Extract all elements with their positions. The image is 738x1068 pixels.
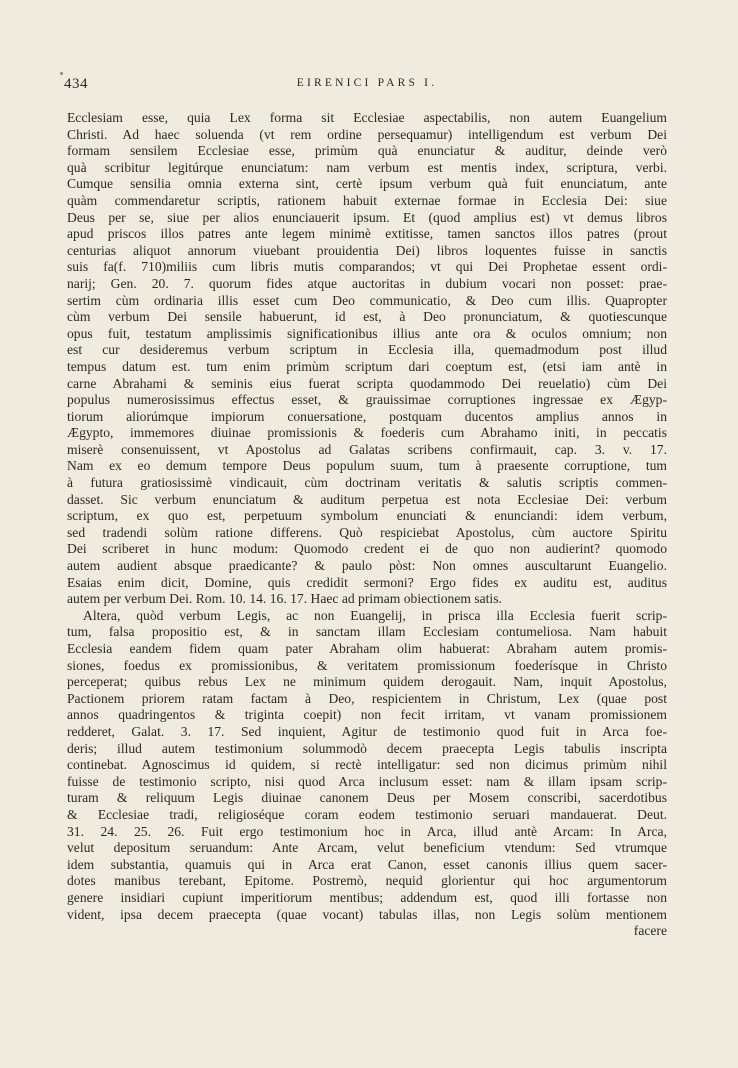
text-line: apud priscos illos patres ante legem minimè extitisse, tamen sanctos illos patres (prout <box>67 226 667 242</box>
text-line: populus numerosissimus effectus esset, & grauissimae corruptiones ingressae ex Ægyp- <box>67 392 667 408</box>
text-line: annos quadringentos & triginta coepit) non fecit irritam, vt vanam promissionem <box>67 707 667 723</box>
text-line: carne Abrahami & seminis eius fuerat scripta quodammodo Dei reuelatio) cùm Dei <box>67 375 667 391</box>
text-line: suis fa(f. 710)miliis cum libris mutis comparandos; vt qui Dei Prophetae essent ordi- <box>67 259 667 275</box>
page-number: 434 <box>64 76 88 92</box>
text-line: genere insidiari cupiunt imperitiorum mentibus; addendum est, quod illi fortasse non <box>67 889 667 905</box>
text-line: & Ecclesiae tradi, religioséque coram eodem testimonio seruari mandauerat. Deut. <box>67 806 667 822</box>
text-line: siones, foedus ex promissionibus, & veritatem promissionum foederísque in Christo <box>67 657 667 673</box>
text-line: fuisse de testimonio scripto, nisi quod Arca inclusum esset: nam & illam ipsam scrip- <box>67 773 667 789</box>
text-line: tiorum aliorúmque impiorum conuersatione, postquam ducentos amplius annos in <box>67 408 667 424</box>
running-title: EIRENICI PARS I. <box>296 77 438 89</box>
text-line: narij; Gen. 20. 7. quorum fides atque auctoritas in dubium vocari non posset: prae- <box>67 275 667 291</box>
text-line: est cur desideremus verbum scriptum in Ecclesia illa, quemadmodum post illud <box>67 342 667 358</box>
text-line: autem audient absque praedicante? & paulo pòst: Non omnes auscultarunt Euangelio. <box>67 558 667 574</box>
text-line: continebat. Agnoscimus id quidem, si rectè intelligatur: sed non dicimus primùm nihil <box>67 757 667 773</box>
text-line: turam & reliquum Legis diuinae canonem Deus per Mosem conscribi, sacerdotibus <box>67 790 667 806</box>
text-line: redderet, Galat. 3. 17. Sed inquient, Agitur de testimonio quod fuit in Arca foe- <box>67 723 667 739</box>
text-line: Pactionem priorem ratam factam à Deo, respicientem in Christum, Lex (quae post <box>67 690 667 706</box>
text-line: sertim cùm ordinaria illis esset cum Deo communicatio, & Deo cum illis. Quapropter <box>67 292 667 308</box>
text-line: quàm commendaretur scriptis, rationem habuit externae formae in Ecclesia Dei: siue <box>67 192 667 208</box>
text-line: 31. 24. 25. 26. Fuit ergo testimonium hoc in Arca, illud antè Arcam: In Arca, <box>67 823 667 839</box>
text-line: dotes manibus terebant, Epitome. Postremò, nequid glorientur qui hoc argumentorum <box>67 873 667 889</box>
text-line: Christi. Ad haec soluenda (vt rem ordine persequamur) intelligendum est verbum Dei <box>67 126 667 142</box>
text-line: Deus per se, siue per alios enunciauerit ipsum. Et (quod amplius est) vt demus libros <box>67 209 667 225</box>
text-line: opus fuit, testatum amplissimis significationibus illius ante ora & oculos omnium; non <box>67 325 667 341</box>
text-line: deris; illud autem testimonium solummodò decem praecepta Legis tabulis inscripta <box>67 740 667 756</box>
ink-speck <box>60 72 63 75</box>
text-line: Dei scriberet in hunc modum: Quomodo credent ei de quo non audierint? quomodo <box>67 541 667 557</box>
text-line: tempus datum est. tum enim primùm scriptum dari coeptum est, (etsi iam antè in <box>67 358 667 374</box>
page-header <box>64 74 670 96</box>
text-line: autem per verbum Dei. Rom. 10. 14. 16. 17. Haec ad primam obiectionem satis. <box>67 591 502 607</box>
text-line: centurias aliquot annorum viuebant prouidentia Dei) libros loquentes fuisse in sanctis <box>67 242 667 258</box>
text-line: vident, ipsa decem praecepta (quae vocant) tabulas illas, non Legis solùm mentionem <box>67 906 667 922</box>
text-line: idem substantia, quamuis qui in Arca erat Canon, esset canonis illius quem sacer- <box>67 856 667 872</box>
text-line: dasset. Sic verbum enunciatum & auditum perpetua est nota Ecclesiae Dei: verbum <box>67 491 667 507</box>
text-line: Altera, quòd verbum Legis, ac non Euangelij, in prisca illa Ecclesia fuerit scrip- <box>83 607 667 623</box>
text-line: cùm verbum Dei sensile habuerunt, id est, à Deo pronunciatum, & quotiescunque <box>67 309 667 325</box>
text-line: miserè consenuissent, vt Apostolus ad Galatas scribens confirmauit, cap. 3. v. 17. <box>67 441 667 457</box>
text-line: formam sensilem Ecclesiae esse, primùm quà enunciatur & auditur, deinde verò <box>67 143 667 159</box>
body-text <box>67 110 667 940</box>
text-line: Nam ex eo demum tempore Deus populum suum, tum à praesente corruptione, tum <box>67 458 667 474</box>
text-line: Ecclesiam esse, quia Lex forma sit Ecclesiae aspectabilis, non autem Euangelium <box>67 110 667 125</box>
text-line: quà scribitur legitúrque enunciatum: nam verbum est mentis index, scriptura, verbi. <box>67 159 667 175</box>
text-line: velut depositum seruandum: Ante Arcam, velut beneficium vtendum: Sed vtrumque <box>67 840 667 856</box>
text-line: à futura gratiosissimè vindicauit, cùm doctrinam veritatis & salutis scriptis commen- <box>67 475 667 491</box>
text-line: Cumque sensilia omnia externa sint, certè ipsum verbum quà fuit enunciatum, ante <box>67 176 667 192</box>
text-line: sed tradendi solùm ratione differens. Quò respiciebat Apostolus, cùm auctore Spiritu <box>67 524 667 540</box>
text-line: scriptum, ex quo est, perpetuum symbolum enunciati & enunciandi: idem verbum, <box>67 508 667 524</box>
text-line: Esaias enim dicit, Domine, quis credidit sermoni? Ergo fides ex auditu est, auditus <box>67 574 667 590</box>
text-line: Ecclesia eandem fidem quam pater Abraham olim habuerat: Abraham autem promis- <box>67 641 667 656</box>
catchword: facere <box>633 923 667 939</box>
text-line: Ægypto, immemores diuinae promissionis & foederis cum Abrahamo initi, in peccatis <box>67 425 667 441</box>
text-line: perceperat; quibus rebus Lex ne minimum quidem derogauit. Nam, inquit Apostolus, <box>67 674 667 690</box>
text-line: tum, falsa propositio est, & in sanctam illam Ecclesiam contumeliosa. Nam habuit <box>67 624 667 640</box>
